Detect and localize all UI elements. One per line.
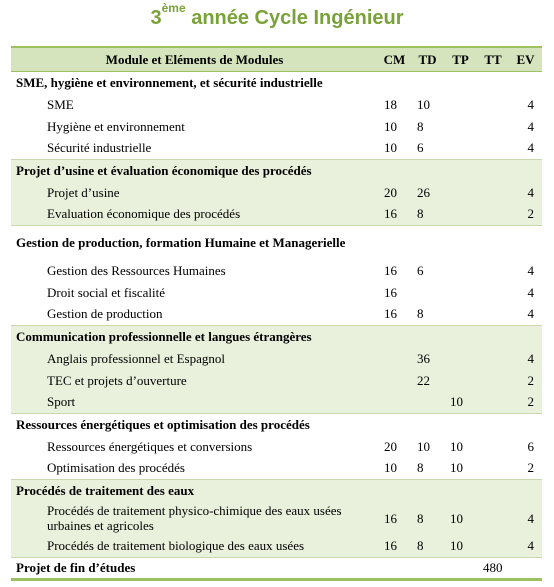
final-project-row	[11, 557, 542, 579]
cm-value: 10	[384, 140, 397, 156]
element-name: Projet d’usine	[47, 184, 120, 200]
td-value	[411, 281, 444, 303]
ev-value: 4	[527, 350, 534, 366]
tt-value	[477, 347, 509, 369]
tt-value	[477, 115, 509, 137]
element-name: Procédés de traitement biologique des eaux usées	[47, 538, 305, 554]
ev-value: 4	[527, 96, 534, 112]
tp-value: 10	[450, 394, 463, 410]
ev-value: 4	[527, 262, 534, 278]
tt-value	[477, 203, 509, 225]
tt-value	[477, 93, 509, 115]
td-value: 10	[417, 96, 430, 112]
modules-table	[11, 46, 542, 581]
section-title: Projet d’usine et évaluation économique des procédés	[11, 159, 542, 181]
tt-value	[477, 259, 509, 281]
ev-value: 4	[527, 118, 534, 134]
ev-value: 2	[527, 394, 534, 410]
cm-value: 20	[384, 438, 397, 454]
cm-value: 10	[384, 118, 397, 134]
cm-value: 16	[384, 284, 397, 300]
td-value	[411, 391, 444, 413]
td-value: 8	[417, 538, 424, 554]
header-tt: TT	[477, 47, 509, 71]
table-header-row	[11, 47, 542, 71]
section-row	[11, 479, 542, 501]
cm-value: 20	[384, 184, 397, 200]
td-value: 8	[417, 460, 424, 476]
cm-value: 16	[384, 306, 397, 322]
element-name: Sport	[47, 394, 76, 410]
element-name: Procédés de traitement physico-chimique des eaux usées urbaines et agricoles	[47, 503, 342, 533]
td-value: 10	[417, 438, 430, 454]
tp-value	[444, 281, 477, 303]
tt-value	[477, 391, 509, 413]
header-tp: TP	[444, 47, 477, 71]
tt-value	[477, 181, 509, 203]
tp-value	[444, 369, 477, 391]
table-row	[11, 203, 542, 225]
ev-value: 2	[527, 206, 534, 222]
table-row	[11, 535, 542, 557]
final-project-title: Projet de fin d’études	[11, 557, 378, 579]
td-value: 8	[417, 118, 424, 134]
section-title: Communication professionnelle et langues étrangères	[11, 325, 542, 347]
tp-value	[444, 137, 477, 159]
table-row	[11, 259, 542, 281]
td-value: 6	[417, 140, 424, 156]
table-row	[11, 347, 542, 369]
ev-value: 6	[527, 438, 534, 454]
cm-value: 16	[384, 262, 397, 278]
ev-value: 4	[527, 510, 534, 526]
element-name: Sécurité industrielle	[47, 140, 152, 156]
cm-value: 10	[384, 460, 397, 476]
ev-value	[509, 557, 542, 579]
title-text: année Cycle Ingénieur	[185, 7, 404, 29]
title-superscript: ème	[161, 1, 186, 15]
ev-value: 4	[527, 184, 534, 200]
cm-value: 16	[384, 206, 397, 222]
section-row	[11, 159, 542, 181]
header-ev: EV	[509, 47, 542, 71]
section-row	[11, 325, 542, 347]
element-name: Gestion de production	[47, 306, 163, 322]
section-row	[11, 71, 542, 93]
header-cm: CM	[378, 47, 411, 71]
tp-value	[444, 557, 477, 579]
section-title: SME, hygiène et environnement, et sécurité industrielle	[11, 71, 542, 93]
tp-value	[444, 93, 477, 115]
header-td: TD	[411, 47, 444, 71]
table-body	[11, 71, 542, 579]
table-row	[11, 501, 542, 535]
element-name: Optimisation des procédés	[47, 460, 185, 476]
page-title	[0, 1, 554, 32]
table-row	[11, 369, 542, 391]
td-value: 6	[417, 262, 424, 278]
element-name: SME	[47, 96, 74, 112]
ev-value: 4	[527, 284, 534, 300]
section-title: Procédés de traitement des eaux	[11, 479, 542, 501]
section-title: Gestion de production, formation Humaine et Managerielle	[11, 225, 542, 259]
td-value: 8	[417, 306, 424, 322]
tt-value	[477, 137, 509, 159]
tt-value	[477, 303, 509, 325]
element-name: Evaluation économique des procédés	[47, 206, 241, 222]
tp-value: 10	[450, 538, 463, 554]
tt-value	[477, 369, 509, 391]
tp-value	[444, 347, 477, 369]
cm-value	[378, 347, 411, 369]
tt-value	[477, 457, 509, 479]
table-row	[11, 93, 542, 115]
td-value: 8	[417, 510, 424, 526]
tp-value	[444, 203, 477, 225]
table-row	[11, 181, 542, 203]
element-name: Gestion des Ressources Humaines	[47, 262, 226, 278]
table-row	[11, 137, 542, 159]
tp-value: 10	[450, 438, 463, 454]
tp-value	[444, 259, 477, 281]
element-name: Ressources énergétiques et conversions	[47, 438, 253, 454]
td-value: 26	[417, 184, 430, 200]
td-value	[411, 557, 444, 579]
element-name: Anglais professionnel et Espagnol	[47, 350, 225, 366]
tt-value	[477, 501, 509, 535]
cm-value: 18	[384, 96, 397, 112]
tt-value	[477, 281, 509, 303]
tt-value: 480	[477, 557, 509, 579]
table-row	[11, 303, 542, 325]
tt-value	[477, 435, 509, 457]
ev-value: 2	[527, 460, 534, 476]
tt-value	[477, 535, 509, 557]
cm-value: 16	[384, 538, 397, 554]
section-row	[11, 413, 542, 435]
element-name: TEC et projets d’ouverture	[47, 372, 187, 388]
header-module: Module et Eléments de Modules	[11, 47, 378, 71]
ev-value: 4	[527, 306, 534, 322]
td-value: 36	[417, 350, 430, 366]
section-title: Ressources énergétiques et optimisation des procédés	[11, 413, 542, 435]
ev-value: 2	[527, 372, 534, 388]
td-value: 22	[417, 372, 430, 388]
table-row	[11, 435, 542, 457]
element-name: Droit social et fiscalité	[47, 284, 166, 300]
cm-value	[378, 369, 411, 391]
table-row	[11, 115, 542, 137]
table-row	[11, 457, 542, 479]
title-number: 3	[150, 7, 162, 29]
element-name: Hygiène et environnement	[47, 118, 185, 134]
tp-value	[444, 181, 477, 203]
tp-value	[444, 303, 477, 325]
ev-value: 4	[527, 140, 534, 156]
tp-value: 10	[450, 460, 463, 476]
tp-value: 10	[450, 510, 463, 526]
tp-value	[444, 115, 477, 137]
cm-value	[378, 391, 411, 413]
cm-value	[378, 557, 411, 579]
table-row	[11, 281, 542, 303]
td-value: 8	[417, 206, 424, 222]
ev-value: 4	[527, 538, 534, 554]
section-row	[11, 225, 542, 259]
cm-value: 16	[384, 510, 397, 526]
table-row	[11, 391, 542, 413]
